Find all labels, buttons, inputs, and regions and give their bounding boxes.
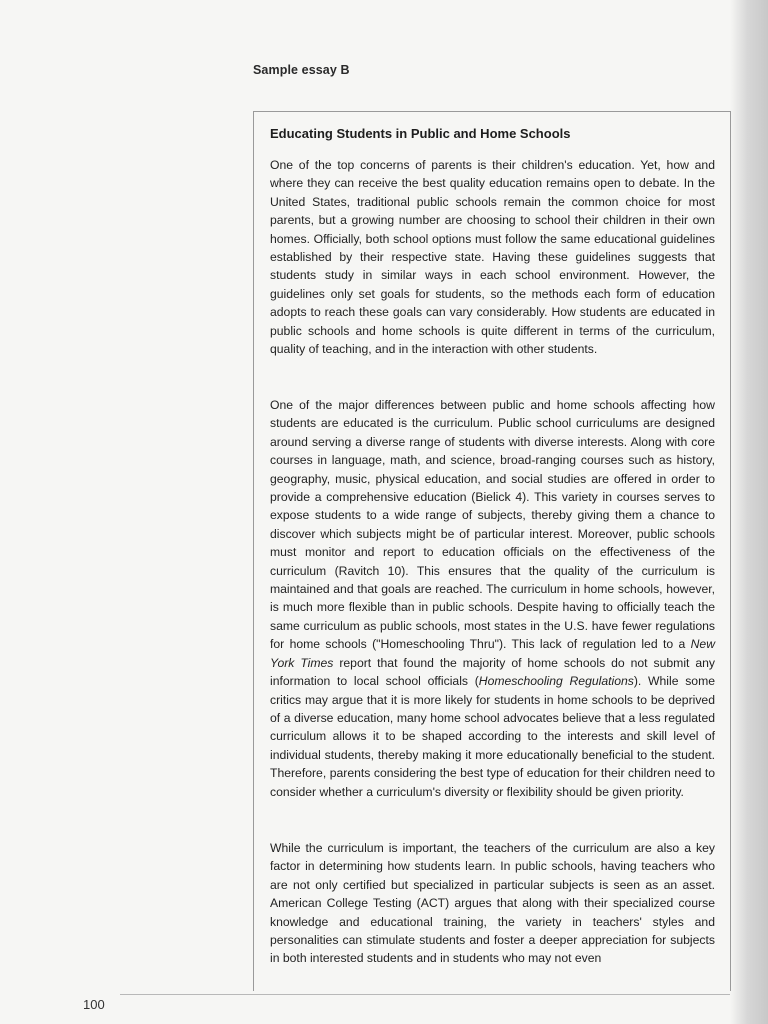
paragraph-1-text: One of the top concerns of parents is their children's education. Yet, how and where they can receive the best quality education remains open to debate. In the United States, traditional public schools remain the common choice for most parents, but a growing number are choosing to school their children in their own homes. Officially, both school options must follow the same educational guidelines established by their respective state. Having these guidelines suggests that students study in similar ways in each school environment. However, the guidelines only set goals for students, so the methods each form of education adopts to reach these goals can vary considerably. How students are educated in public schools and home schools is quite different in terms of the curriculum, quality of teaching, and in the interaction with other students.: [270, 158, 715, 357]
essay-paragraph-3: [270, 839, 715, 968]
essay-title: Educating Students in Public and Home Schools: [270, 126, 571, 141]
paragraph-2-text-c: ). While some critics may argue that it is more likely for students in home schools to be deprived of a diverse education, many home school advocates believe that a less regulated curriculum allows it to be shaped according to the interests and skill level of individual students, thereby making it more educationally beneficial to the student. Therefore, parents considering the best type of education for their children need to consider whether a curriculum's diversity or flexibility should be given priority.: [270, 674, 715, 799]
essay-paragraph-1: [270, 156, 715, 358]
paragraph-2-text-a: One of the major differences between public and home schools affecting how students are educated is the curriculum. Public school curriculums are designed around serving a diverse range of students with diverse interests. Along with core courses in language, math, and science, broad-ranging courses such as history, geography, music, physical education, and social studies are offered in order to provide a comprehensive education (Bielick 4). This variety in courses serves to expose students to a wide range of subjects, thereby giving them a chance to discover which subjects might be of particular interest. Moreover, public schools must monitor and report to education officials on the effectiveness of the curriculum (Ravitch 10). This ensures that the quality of the curriculum is maintained and that goals are reached. The curriculum in home schools, however, is much more flexible than in public schools. Despite having to officially teach the same curriculum as public schools, most states in the U.S. have fewer regulations for home schools ("Homeschooling Thru"). This lack of regulation led to a: [270, 398, 715, 652]
newspaper-title: New York Times: [270, 637, 715, 670]
footer-divider: [120, 994, 730, 995]
paragraph-2-text-b: report that found the majority of home schools do not submit any information to local school officials (: [270, 655, 716, 689]
paragraph-3-text: While the curriculum is important, the teachers of the curriculum are also a key factor in determining how students learn. In public schools, having teachers who are not only certified but specialized in particular subjects is seen as an asset. American College Testing (ACT) argues that along with their specialized course knowledge and educational training, the variety in teachers' styles and personalities can stimulate students and foster a deeper appreciation for subjects in both interested students and in students who may not even: [270, 841, 715, 966]
section-label: Sample essay B: [253, 63, 350, 77]
page-edge-shadow: [730, 0, 768, 1024]
essay-box: [253, 111, 731, 991]
essay-paragraph-2: [270, 396, 715, 801]
source-title: Homeschooling Regulations: [478, 674, 634, 689]
page-number: 100: [83, 997, 105, 1012]
